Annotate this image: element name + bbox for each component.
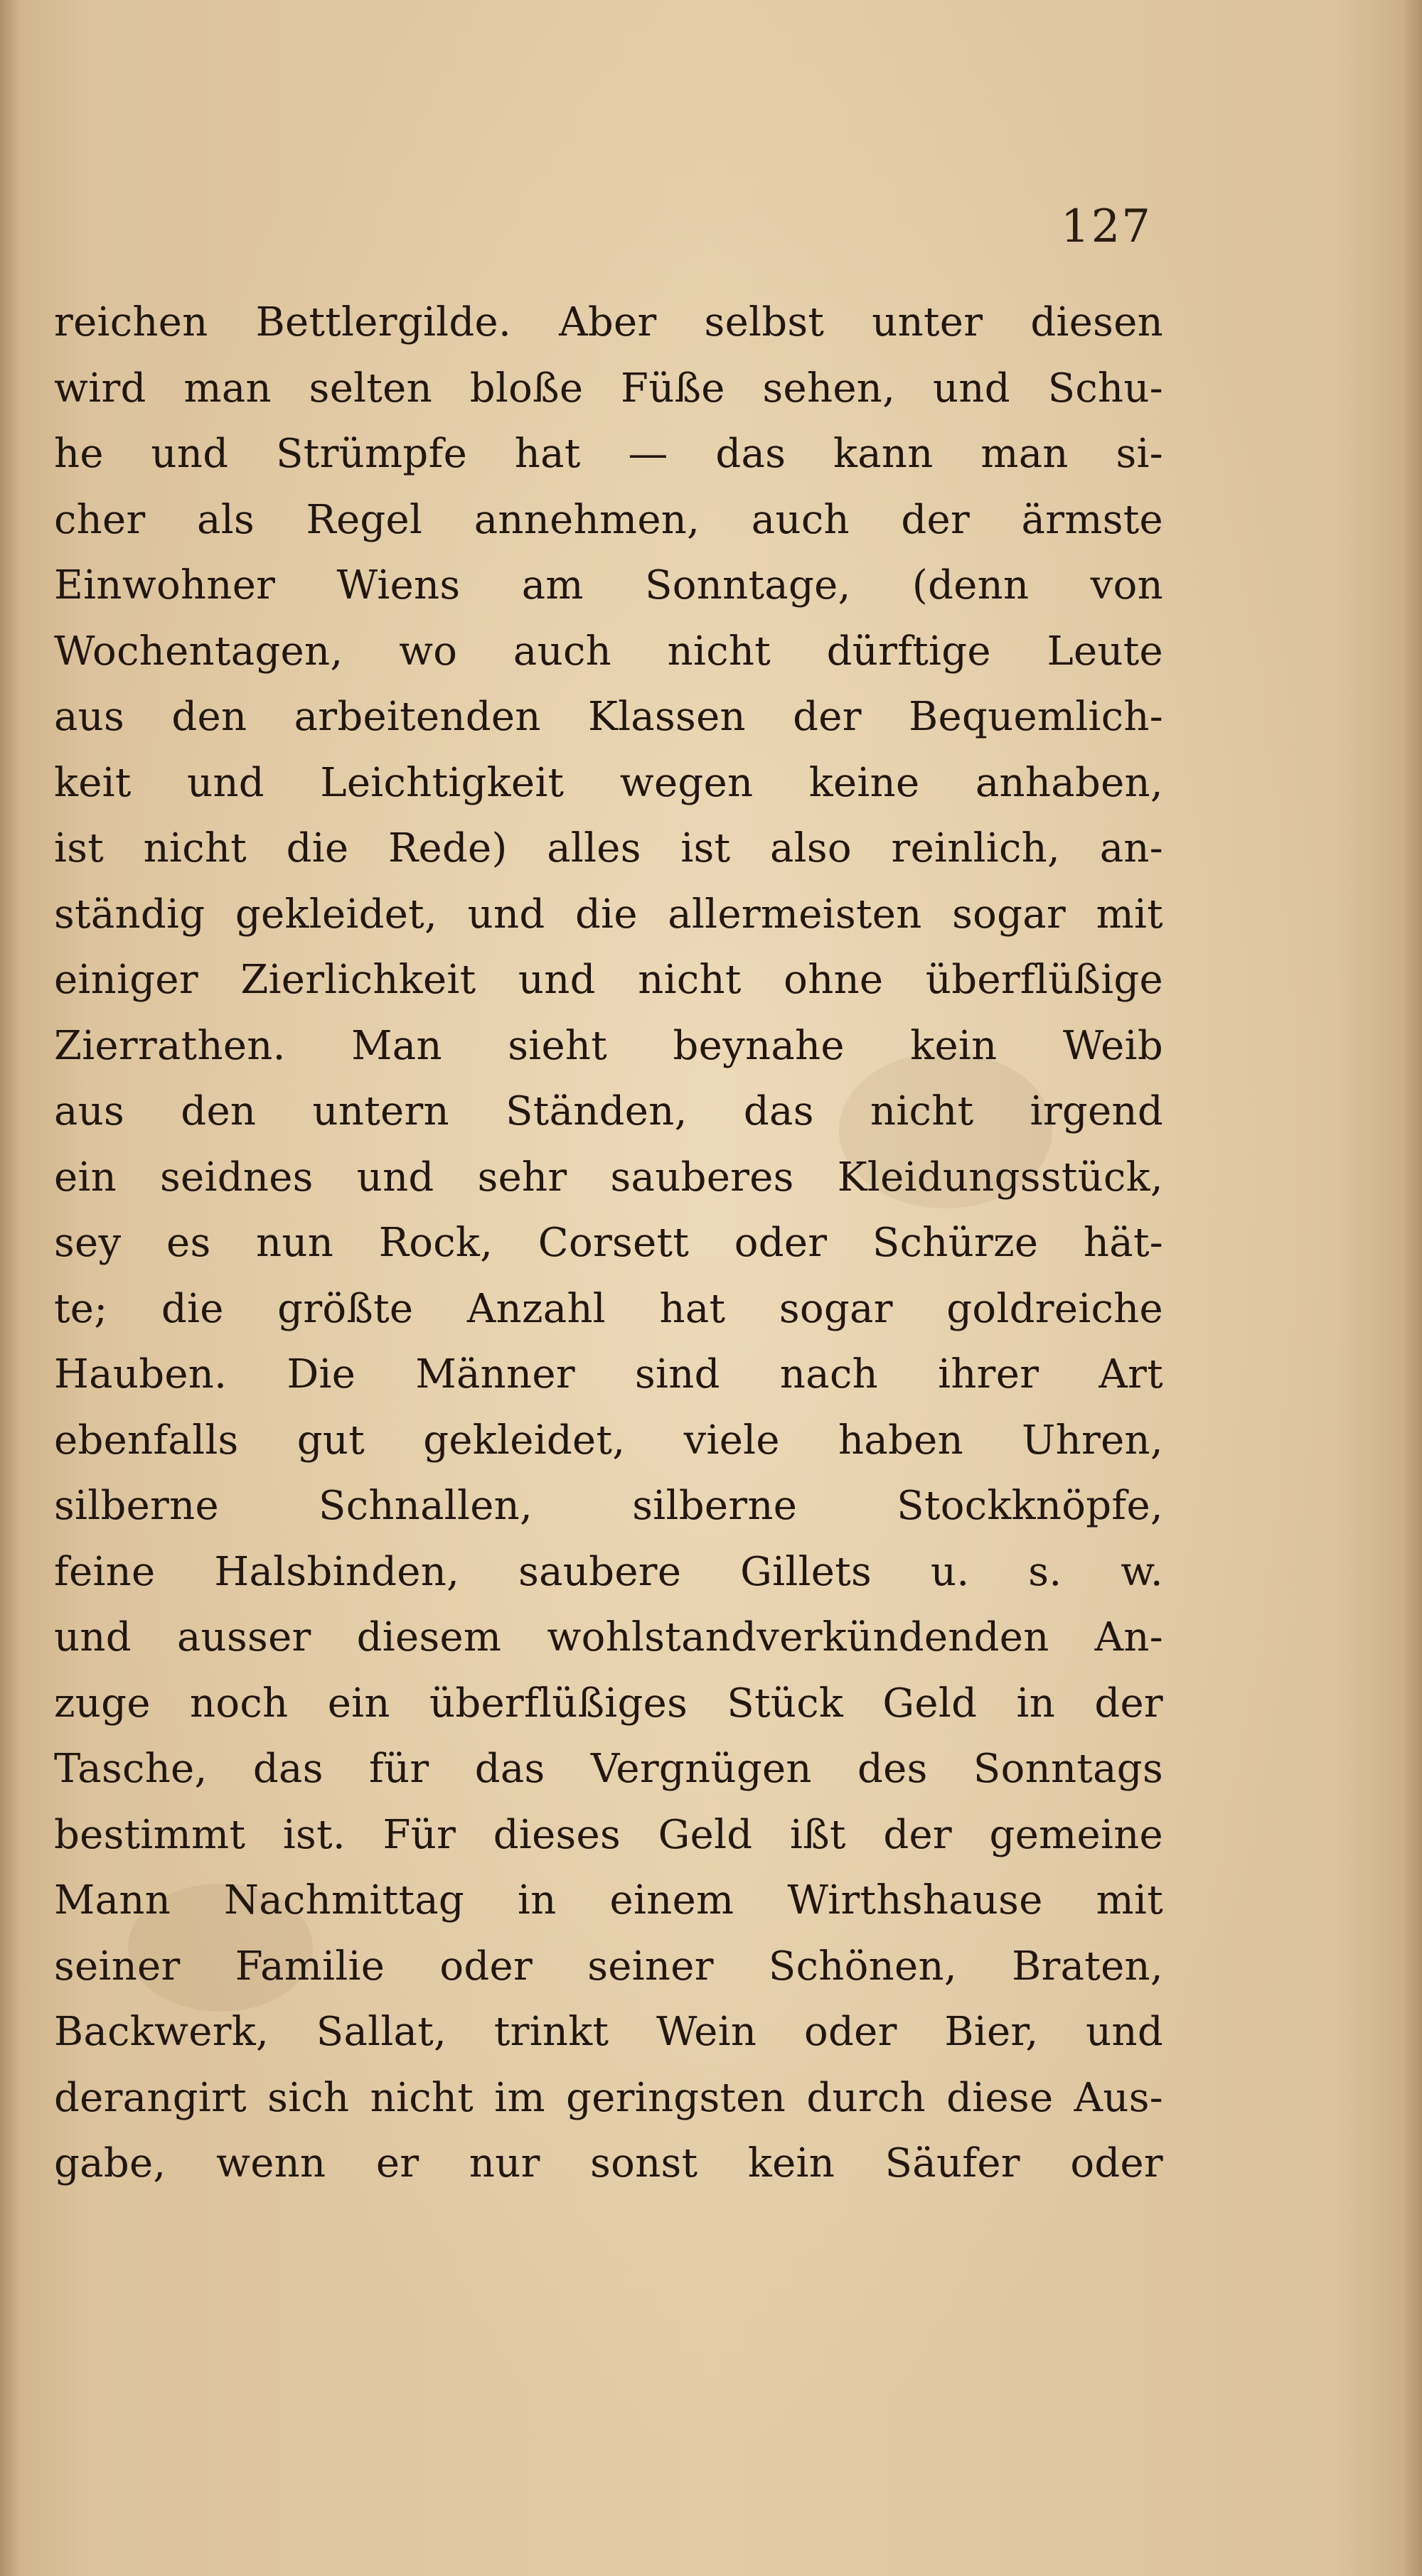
text-line: seiner Familie oder seiner Schönen, Braten, xyxy=(54,1943,1163,1990)
text-line: Backwerk, Sallat, trinkt Wein oder Bier, und xyxy=(54,2009,1163,2055)
text-line: ein seidnes und sehr sauberes Kleidungsstück, xyxy=(54,1154,1163,1201)
text-line: sey es nun Rock, Corsett oder Schürze hät- xyxy=(54,1220,1163,1266)
text-line: feine Halsbinden, saubere Gillets u. s. w. xyxy=(54,1548,1163,1595)
page-number: 127 xyxy=(1060,200,1152,253)
text-line: aus den arbeitenden Klassen der Bequemlich- xyxy=(54,694,1163,740)
text-line: te; die größte Anzahl hat sogar goldreiche xyxy=(54,1285,1163,1332)
text-line: Mann Nachmittag in einem Wirthshause mit xyxy=(54,1877,1163,1923)
page-right-edge-shadow xyxy=(1402,0,1422,2576)
text-line: gabe, wenn er nur sonst kein Säufer oder xyxy=(54,2140,1163,2186)
text-line: zuge noch ein überflüßiges Stück Geld in der xyxy=(54,1680,1163,1727)
text-line: ebenfalls gut gekleidet, viele haben Uhren, xyxy=(54,1417,1163,1464)
text-line: wird man selten bloße Füße sehen, und Schu- xyxy=(54,365,1163,412)
text-line: und ausser diesem wohlstandverkündenden An- xyxy=(54,1614,1163,1660)
text-line: he und Strümpfe hat — das kann man si- xyxy=(54,431,1163,477)
text-line: einiger Zierlichkeit und nicht ohne überflüßige xyxy=(54,957,1163,1003)
text-line: reichen Bettlergilde. Aber selbst unter diesen xyxy=(54,299,1163,345)
text-line: Zierrathen. Man sieht beynahe kein Weib xyxy=(54,1022,1163,1069)
text-line: derangirt sich nicht im geringsten durch diese Aus- xyxy=(54,2074,1163,2121)
text-line: ständig gekleidet, und die allermeisten sogar mit xyxy=(54,891,1163,938)
text-line: Einwohner Wiens am Sonntage, (denn von xyxy=(54,562,1163,608)
text-line: keit und Leichtigkeit wegen keine anhaben, xyxy=(54,759,1163,806)
text-line: Tasche, das für das Vergnügen des Sonntags xyxy=(54,1746,1163,1792)
text-line: ist nicht die Rede) alles ist also reinlich, an- xyxy=(54,825,1163,871)
text-line: silberne Schnallen, silberne Stockknöpfe, xyxy=(54,1483,1163,1529)
body-text xyxy=(54,290,1163,2197)
text-line: aus den untern Ständen, das nicht irgend xyxy=(54,1088,1163,1134)
text-line: Wochentagen, wo auch nicht dürftige Leute xyxy=(54,628,1163,675)
text-line: bestimmt ist. Für dieses Geld ißt der gemeine xyxy=(54,1811,1163,1858)
text-line: Hauben. Die Männer sind nach ihrer Art xyxy=(54,1351,1163,1397)
text-line: cher als Regel annehmen, auch der ärmste xyxy=(54,496,1163,543)
page-left-edge-shadow xyxy=(0,0,20,2576)
